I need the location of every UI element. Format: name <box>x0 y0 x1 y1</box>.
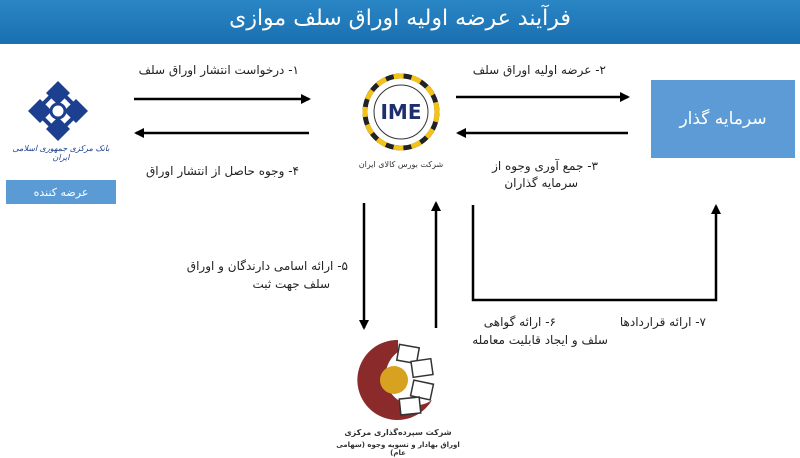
step-1-label: ۱- درخواست انتشار اوراق سلف <box>138 63 299 77</box>
step-5-label-line1: ۵- ارائه اسامی دارندگان و اوراق <box>186 259 348 273</box>
ime-logo-text: IME <box>380 100 422 124</box>
step-6-label-line1: ۶- ارائه گواهی <box>483 315 556 329</box>
step-6-label-line2: سلف و ایجاد قابلیت معامله <box>472 333 608 347</box>
ime-caption: شرکت بورس کالای ایران <box>358 160 444 169</box>
issuer-label: عرضه کننده <box>33 185 89 199</box>
step-5-label-line2: سلف جهت ثبت <box>252 277 330 291</box>
step-2-label: ۲- عرضه اولیه اوراق سلف <box>472 63 606 77</box>
investor-label: سرمایه گذار <box>679 109 767 129</box>
step-7-label: ۷- ارائه قراردادها <box>619 315 706 329</box>
step-3-label-line1: ۳- جمع آوری وجوه از <box>492 159 598 173</box>
csd-caption-line1: شرکت سپرده‌گذاری مرکزی <box>344 428 452 437</box>
central-bank-caption: بانک مرکزی جمهوری اسلامی ایران <box>12 144 110 162</box>
step-4-label: ۴- وجوه حاصل از انتشار اوراق <box>145 164 299 178</box>
step-3-label-line2: سرمایه گذاران <box>504 176 578 190</box>
page-title: فرآیند عرضه اولیه اوراق سلف موازی <box>229 6 571 31</box>
csd-caption-line2: اوراق بهادار و تسویه وجوه (سهامی عام) <box>336 441 460 457</box>
arrow-step-7 <box>473 205 716 300</box>
